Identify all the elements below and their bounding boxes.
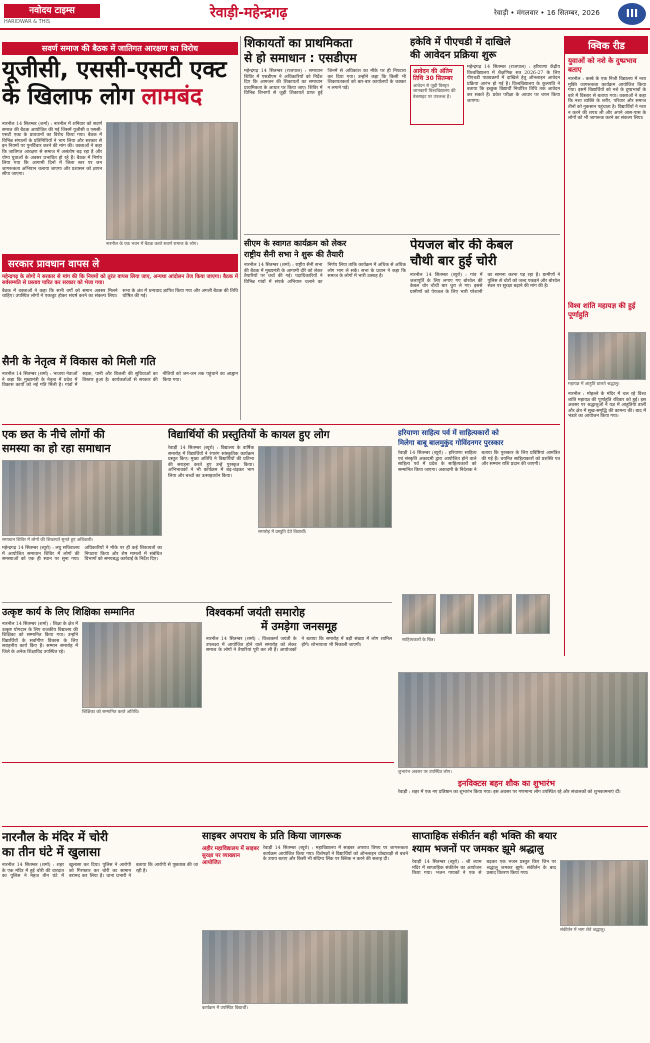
lead-headline-accent: लामबंद: [141, 84, 203, 110]
divider-row4: [2, 762, 394, 763]
students-headline: विद्यार्थियों की प्रस्तुतियों के कायल हुए लोग: [168, 429, 330, 441]
bahan-body: रेवाड़ी : शहर में एक नए प्रतिष्ठान का शुभारंभ किया गया। इस अवसर पर गणमान्य लोग उपस्थित रहे और संचालकों को शुभकामनाएं दीं।: [398, 790, 621, 795]
phd-story: [410, 36, 560, 232]
literature-body: रेवाड़ी 14 सितम्बर (ब्यूरो) : हरियाणा साहित्य एवं संस्कृति अकादमी द्वारा आयोजित होने वाले साहित्य पर्व में प्रदेश के साहित्यकारों को सम्मानित किया जाएगा। अकादमी के निदेशक ने बताया कि पुरस्कार के लिए प्रविष्टियां आमंत्रित की गई हैं। चयनित साहित्यकारों को प्रशस्ति पत्र और सम्मान राशि प्रदान की जाएगी।: [398, 451, 560, 473]
withdraw-story: [2, 254, 238, 352]
divider-row3: [2, 602, 392, 603]
vishwakarma-headline-2: में उमड़ेगा जनसमूह: [261, 620, 337, 633]
ekchhat-story: [2, 428, 162, 600]
lead-story: [2, 36, 238, 252]
phd-box-title: आवेदन की अंतिम तिथि 30 सितम्बर: [413, 68, 453, 82]
sankirtan-headline-2: श्याम भजनों पर जमकर झूमे श्रद्धालु: [412, 844, 544, 855]
teacher-body: नारनौल 14 सितम्बर (शर्मा) : शिक्षा के क्षेत्र में उत्कृष्ट योगदान के लिए राजकीय विद्यालय की शिक्षिका को सम्मानित किया गया। उन्होंने विद्यार्थियों के सर्वांगीण विकास के लिए सराहनीय कार्य किए हैं। सम्मान समारोह में जिले के अनेक शिक्षाविद उपस्थित रहे।: [2, 622, 79, 655]
cyber-photo-caption: कार्यक्रम में उपस्थित विद्यार्थी।: [202, 1006, 248, 1011]
literature-headline-2: मिलेगा बाबू बालमुकुंद गोविंदनगर पुरस्कार: [398, 439, 504, 447]
quickread-story2-headline: विश्व शांति महायज्ञ की हुई पूर्णाहुति: [568, 302, 636, 319]
students-photo-caption: समारोह में प्रस्तुति देते विद्यार्थी।: [258, 530, 307, 535]
quickread-story1-headline: युवाओं को नशे के दुष्प्रभाव बताए: [568, 57, 637, 74]
literature-photo-4: [516, 594, 550, 634]
withdraw-body: बैठक में वक्ताओं ने कहा कि सभी वर्गों को समान अवसर मिलने चाहिए। उपस्थित लोगों ने एकजुट होकर संघर्ष करने का संकल्प लिया। सभा के अंत में धन्यवाद ज्ञापित किया गया और अगली बैठक की तिथि घोषित की गई।: [2, 288, 238, 300]
literature-headline-1: हरियाणा साहित्य पर्व में साहित्यकारों को: [398, 429, 499, 437]
teacher-story: [2, 606, 202, 760]
students-story: [168, 428, 392, 600]
masthead: [0, 0, 650, 30]
quickread-kicker: क्विक रीड: [565, 36, 648, 54]
withdraw-lede: महेन्द्रगढ़ के लोगों ने सरकार से मांग की कि नियमों को तुरंत वापस लिया जाए, अन्यथा आंदोलन तेज किया जाएगा। बैठक में सर्वसम्मति से प्रस्ताव पारित कर सरकार को भेजा गया।: [2, 274, 238, 287]
cyber-headline: साइबर अपराध के प्रति किया जागरूक: [202, 831, 342, 842]
literature-photo-2: [440, 594, 474, 634]
ekchhat-photo-caption: समाधान शिविर में लोगों की शिकायतें सुनते हुए अधिकारी।: [2, 538, 94, 543]
borewell-headline-1: पेयजल बोर की केबल: [410, 238, 513, 253]
section-title: रेवाड़ी-महेन्द्रगढ़: [210, 5, 288, 21]
mandir-headline-2: का तीन घंटे में खुलासा: [2, 845, 101, 859]
seaman-story: [244, 238, 406, 422]
complaint-story: [244, 36, 406, 232]
withdraw-kicker: सरकार प्रावधान वापस ले: [2, 254, 238, 272]
ekchhat-headline-2: समस्या का हो रहा समाधान: [2, 442, 111, 455]
complaint-headline-1: शिकायतों का प्राथमिकता: [244, 36, 353, 50]
brand-logo: नवोदय टाइम्स: [4, 4, 100, 18]
cyber-side-kicker: अहीर महाविद्यालय में साइबर सुरक्षा पर व्याख्यान आयोजित: [202, 846, 259, 866]
students-photo: [258, 446, 392, 528]
literature-photo-1: [402, 594, 436, 634]
teacher-headline: उत्कृष्ट कार्य के लिए शिक्षिका सम्मानित: [2, 607, 135, 618]
lead-body: नारनौल 14 सितम्बर (शर्मा) : नारनौल में शनिवार को सवर्ण समाज की बैठक आयोजित की गई जिसमें यूजीसी व एससी-एसटी एक्ट के प्रावधानों का विरोध किया गया। बैठक में विभिन्न संगठनों के प्रतिनिधियों ने भाग लिया और सरकार से इन नियमों पर पुनर्विचार करने की मांग की। वक्ताओं ने कहा कि जातिगत आरक्षण से समाज में असंतोष बढ़ रहा है और योग्य युवाओं के अवसर प्रभावित हो रहे हैं। बैठक में निर्णय लिया गया कि आगामी दिनों में जिला स्तर पर जन जागरूकता अभियान चलाया जाएगा और प्रशासन को ज्ञापन सौंपा जाएगा।: [2, 122, 102, 178]
bahan-headline: इनविक्टस बहन शौक का शुभारंभ: [458, 779, 555, 788]
cyber-side: [202, 846, 260, 867]
saini-story: [2, 354, 238, 422]
mandir-body: नारनौल 14 सितम्बर (शर्मा) : शहर के एक मंदिर में हुई चोरी की वारदात का पुलिस ने महज तीन घंटे में खुलासा कर दिया। पुलिस ने आरोपी को गिरफ्तार कर चोरी का सामान बरामद कर लिया है। थाना प्रभारी ने बताया कि आरोपी से पूछताछ की जा रही है।: [2, 863, 198, 880]
seaman-body: नारनौल 14 सितम्बर (शर्मा) : राष्ट्रीय सैनी सभा की बैठक में मुख्यमंत्री के आगामी दौरे को लेकर तैयारियों पर चर्चा की गई। पदाधिकारियों ने विभिन्न गांवों में संपर्क अभियान चलाने का निर्णय लिया ताकि कार्यक्रम में अधिक से अधिक लोग भाग ले सकें। सभा के प्रधान ने कहा कि समाज के लोगों में भारी उत्साह है।: [244, 263, 406, 285]
borewell-story: [410, 238, 560, 422]
bahan-photo: [398, 672, 648, 768]
cyber-story: [202, 830, 408, 1040]
brand-subtitle: HARIDWAR & THIS: [4, 19, 51, 25]
seaman-headline-1: सीएम के स्वागत कार्यक्रम को लेकर: [244, 239, 347, 248]
mandir-story: [2, 830, 198, 1040]
lead-kicker: सवर्ण समाज की बैठक में जातिगत आरक्षण का विरोध: [2, 42, 238, 55]
quickread-story2-body: नारनौल : मोहल्ले के मंदिर में चल रहे विश्व शांति महायज्ञ की पूर्णाहुति रविवार को हुई। इस अवसर पर श्रद्धालुओं ने यज्ञ में आहुतियां डालीं और क्षेत्र में सुख-समृद्धि की कामना की। बाद में भंडारे का आयोजन किया गया।: [568, 392, 646, 420]
ekchhat-photo: [2, 460, 162, 536]
saini-body: नारनौल 14 सितम्बर (शर्मा) : भाजपा नेताओं ने कहा कि मुख्यमंत्री के नेतृत्व में प्रदेश में विकास कार्यों को नई गति मिली है। गांवों में सड़क, पानी और बिजली की सुविधाओं का विस्तार हुआ है। कार्यकर्ताओं से सरकार की नीतियों को जन-जन तक पहुंचाने का आह्वान किया गया।: [2, 372, 238, 389]
ekchhat-headline-1: एक छत के नीचे लोगों की: [2, 428, 105, 441]
divider-row2: [2, 424, 560, 425]
lead-photo: [106, 122, 238, 240]
divider-mid: [244, 234, 560, 235]
bahan-story: [398, 672, 648, 824]
borewell-headline-2: चौथी बार हुई चोरी: [410, 254, 497, 269]
phd-box-body: आवेदन से जुड़ी विस्तृत जानकारी विश्वविद्यालय की वेबसाइट पर उपलब्ध है।: [413, 84, 456, 100]
literature-story: [398, 428, 560, 668]
students-body: रेवाड़ी 14 सितम्बर (ब्यूरो) : विद्यालय के वार्षिक समारोह में विद्यार्थियों ने रंगारंग सांस्कृतिक कार्यक्रम प्रस्तुत किए। मुख्य अतिथि ने विद्यार्थियों की प्रतिभा की सराहना करते हुए उन्हें पुरस्कृत किया। अभिभावकों ने भी कार्यक्रम में बढ़-चढ़कर भाग लिया और बच्चों का उत्साहवर्धन किया।: [168, 446, 254, 479]
saini-headline: सैनी के नेतृत्व में विकास को मिली गति: [2, 355, 156, 368]
vishwakarma-headline-1: विश्वकर्मा जयंती समारोह: [206, 606, 306, 619]
bahan-photo-caption: शुभारंभ अवसर पर उपस्थित लोग।: [398, 770, 452, 775]
sankirtan-body: रेवाड़ी 14 सितम्बर (ब्यूरो) : श्री श्याम मंदिर में साप्ताहिक संकीर्तन का आयोजन किया गया। भजन गायकों ने एक से बढ़कर एक भजन प्रस्तुत किए जिन पर श्रद्धालु जमकर झूमे। संकीर्तन के बाद प्रसाद वितरण किया गया।: [412, 860, 556, 877]
phd-box: [410, 65, 464, 125]
lead-headline-2: के खिलाफ लोग: [2, 84, 135, 110]
sankirtan-photo-caption: संकीर्तन में भाग लेते श्रद्धालु।: [560, 928, 606, 933]
ekchhat-body: महेन्द्रगढ़ 14 सितम्बर (ब्यूरो) : लघु सचिवालय में आयोजित समाधान शिविर में लोगों की समस्याओं को एक ही स्थान पर सुना गया। अधिकारियों ने मौके पर ही कई शिकायतों का निपटारा किया और शेष मामलों में संबंधित विभागों को समयबद्ध कार्रवाई के निर्देश दिए।: [2, 546, 162, 563]
dateline: रेवाड़ी • मंगलवार • 16 सितम्बर, 2026: [494, 9, 600, 17]
literature-photo-3: [478, 594, 512, 634]
phd-headline-2: की आवेदन प्रक्रिया शुरू: [410, 50, 497, 61]
borewell-body: नारनौल 14 सितम्बर (ब्यूरो) : गांव में जलापूर्ति के लिए लगाए गए बोरवेल की केबल चोर चौथी बार चुरा ले गए। इससे ग्रामीणों को पेयजल के लिए भारी परेशानी का सामना करना पड़ रहा है। ग्रामीणों ने पुलिस से चोरों को जल्द पकड़ने और बोरवेल स्थल पर सुरक्षा बढ़ाने की मांग की है।: [410, 273, 560, 295]
lead-headline-2-line: [2, 84, 238, 111]
mandir-headline-1: नारनौल के मंदिर में चोरी: [2, 830, 108, 844]
divider-row5: [2, 826, 648, 827]
complaint-body: महेन्द्रगढ़ 14 सितम्बर (राजपाल) : समाधान शिविर में एसडीएम ने अधिकारियों को निर्देश दिए कि आमजन की शिकायतों का समाधान प्राथमिकता के आधार पर किया जाए। शिविर में विभिन्न विभागों से जुड़ी शिकायतें प्राप्त हुईं जिनमें से अधिकांश का मौके पर ही निपटारा कर दिया गया। उन्होंने कहा कि किसी भी शिकायतकर्ता को बार-बार कार्यालयों के चक्कर न लगाने पड़ें।: [244, 69, 406, 97]
lead-photo-caption: नारनौल के एक भवन में बैठक करते सवर्ण समाज के लोग।: [106, 242, 198, 247]
divider-left: [240, 36, 241, 420]
vishwakarma-body: नारनौल 14 सितम्बर (शर्मा) : विश्वकर्मा जयंती के उपलक्ष्य में आयोजित होने वाले समारोह को लेकर समाज के लोगों ने तैयारियां पूरी कर ली हैं। आयोजकों ने बताया कि समारोह में बड़ी संख्या में लोग शामिल होंगे। शोभायात्रा भी निकाली जाएगी।: [206, 637, 392, 654]
page-number: III: [618, 3, 646, 25]
teacher-photo-caption: शिक्षिका को सम्मानित करते अतिथि।: [82, 710, 140, 715]
quickread-column: [564, 36, 648, 656]
sankirtan-photo: [560, 860, 648, 926]
vishwakarma-story: [206, 606, 392, 760]
quickread-story1-body: नारनौल : कस्बे के एक निजी विद्यालय में नशा मुक्ति जागरूकता कार्यक्रम आयोजित किया गया। इसमें विद्यार्थियों को नशे के दुष्प्रभावों के बारे में विस्तार से बताया गया। वक्ताओं ने कहा कि नशा व्यक्ति के शरीर, परिवार और समाज तीनों को नुकसान पहुंचाता है। विद्यार्थियों ने नशा न करने की शपथ ली और अपने आस-पास के लोगों को भी जागरूक करने का संकल्प लिया।: [568, 77, 646, 122]
sankirtan-headline-1: साप्ताहिक संकीर्तन बही भक्ति की बयार: [412, 831, 557, 842]
quickread-photo: [568, 332, 646, 380]
teacher-photo: [82, 622, 202, 708]
cyber-photo: [202, 930, 408, 1004]
phd-body: महेन्द्रगढ़ 14 सितम्बर (राजपाल) : हरियाणा केंद्रीय विश्वविद्यालय में शैक्षणिक सत्र 2026-27 के लिए पीएचडी पाठ्यक्रमों में दाखिले हेतु ऑनलाइन आवेदन प्रक्रिया आरंभ हो गई है। विश्वविद्यालय के कुलपति ने बताया कि इच्छुक विद्यार्थी निर्धारित तिथि तक आवेदन कर सकते हैं। प्रवेश परीक्षा के आधार पर चयन किया जाएगा।: [467, 65, 560, 104]
complaint-headline-2: से हो समाधान : एसडीएम: [244, 51, 357, 65]
sankirtan-story: [412, 830, 648, 1040]
cyber-body: रेवाड़ी 14 सितम्बर (ब्यूरो) : महाविद्यालय में साइबर अपराध विषय पर जागरूकता कार्यक्रम आयोजित किया गया। विशेषज्ञों ने विद्यार्थियों को ऑनलाइन धोखाधड़ी से बचने के उपाय बताए और किसी भी संदिग्ध लिंक पर क्लिक न करने की सलाह दी।: [263, 846, 408, 863]
lead-headline-1: यूजीसी, एससी-एसटी एक्ट: [2, 57, 227, 83]
literature-photo-caption: साहित्यकारों के चित्र।: [402, 638, 436, 643]
seaman-headline-2: राष्ट्रीय सैनी सभा ने शुरू की तैयारी: [244, 250, 344, 259]
quickread-photo-caption: महायज्ञ में आहुति डालते श्रद्धालु।: [568, 382, 620, 387]
phd-headline-1: हकेवि में पीएचडी में दाखिले: [410, 37, 511, 48]
